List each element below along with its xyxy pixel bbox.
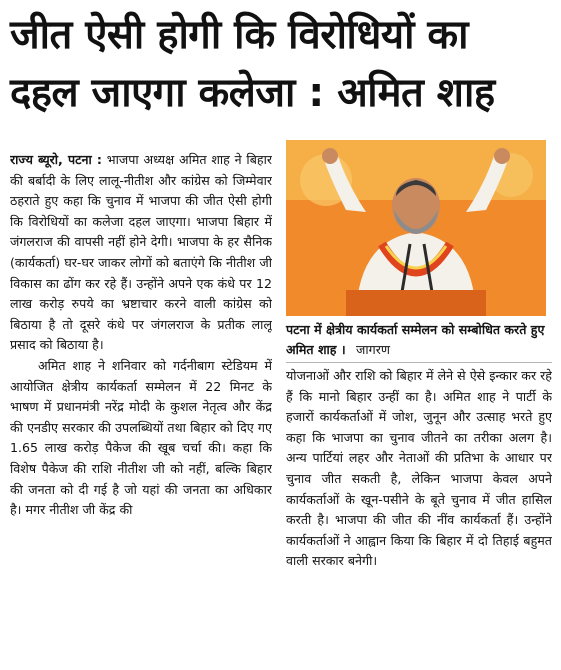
article-column-right — [286, 366, 552, 666]
article-paragraph-3: योजनाओं और राशि को बिहार में लेने से ऐसे इन्कार कर रहे हैं कि मानो बिहार उन्हीं का है। अमित शाह ने पार्टी के हजारों कार्यकर्ताओं में जोश, जुनून और उत्साह भरते हुए कहा कि भाजपा का चुनाव जीतने का तरीका अलग है। अन्य पार्टियां लहर और नेताओं की प्रतिभा के आधार पर चुनाव जीत सकती है, लेकिन भाजपा केवल अपने कार्यकर्ताओं के खून-पसीने के बूते चुनाव में जीत हासिल करती है। भाजपा की जीत की नींव कार्यकर्ता हैं। उन्होंने कार्यकर्ताओं ने आह्वान किया कि बिहार में दो तिहाई बहुमत वाली सरकार बनेगी। — [286, 368, 552, 569]
photo-credit: जागरण — [356, 342, 390, 357]
headline-line-2: दहल जाएगा कलेजा : अमित शाह — [10, 70, 495, 116]
news-photo — [286, 140, 546, 316]
speaker-illustration — [286, 140, 546, 316]
dateline: राज्य ब्यूरो, पटना : — [10, 152, 102, 167]
headline — [10, 6, 555, 122]
article-column-left — [10, 150, 272, 665]
headline-line-1: जीत ऐसी होगी कि विरोधियों का — [10, 12, 468, 58]
article-paragraph-2: अमित शाह ने शनिवार को गर्दनीबाग स्टेडियम में आयोजित क्षेत्रीय कार्यकर्ता सम्मेलन में 22 मिनट के भाषण में प्रधानमंत्री नरेंद्र मोदी के कुशल नेतृत्व और केंद्र की एनडीए सरकार की उपलब्धियों तथा बिहार को दिए गए 1.65 लाख करोड़ पैकेज की खूब चर्चा की। कहा कि विशेष पैकेज की राशि नीतीश जी को नहीं, बल्कि बिहार की जनता को दी गई है जो यहां की जनता का अधिकार है। मगर नीतीश जी केंद्र की — [10, 357, 272, 518]
photo-caption — [286, 320, 552, 363]
paragraph-1-text: भाजपा अध्यक्ष अमित शाह ने बिहार की बर्बादी के लिए लालू-नीतीश और कांग्रेस को जिम्मेवार ठहराते हुए कहा कि चुनाव में भाजपा की जीत ऐसी होगी कि विरोधियों का कलेजा दहल जाएगा। भाजपा बिहार में जंगलराज की वापसी नहीं होने देगी। भाजपा के हर सैनिक (कार्यकर्ता) घर-घर जाकर लोगों को बताएंगे कि नीतीश जी विकास का ढोंग कर रहे हैं। उन्होंने अपने एक कंधे पर 12 लाख करोड़ रुपये का भ्रष्टाचार करने वाली कांग्रेस को बिठाया है तो दूसरे कंधे पर जंगलराज के प्रतीक लालू प्रसाद को बिठाया है। — [10, 152, 272, 353]
article-paragraph-1 — [10, 150, 272, 356]
photo-caption-text: पटना में क्षेत्रीय कार्यकर्ता सम्मेलन को सम्बोधित करते हुए अमित शाह । — [286, 322, 545, 357]
